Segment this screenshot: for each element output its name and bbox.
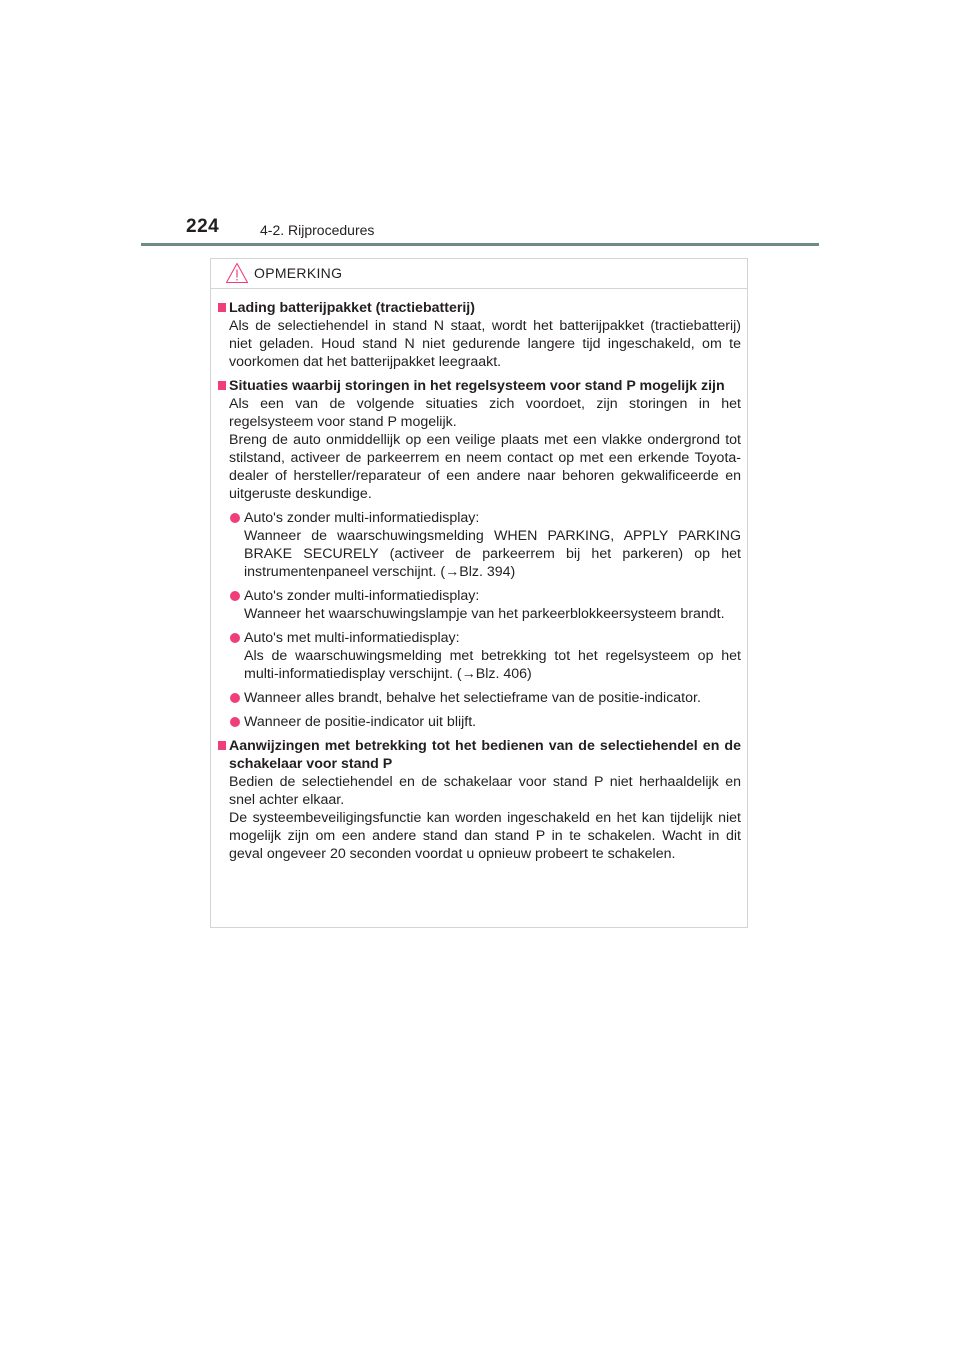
square-bullet-icon (218, 741, 226, 750)
list-item: Wanneer alles brandt, behalve het selectieframe van de positie-indicator. (218, 689, 741, 707)
notice-section-p-system (218, 377, 741, 731)
section-text: Als een van de volgende situaties zich voordoet, zijn storingen in het regelsysteem voor stand P mogelijk. (229, 396, 741, 430)
round-bullet-icon (230, 591, 240, 601)
warning-triangle-icon (225, 262, 249, 284)
round-bullet-icon (230, 717, 240, 727)
section-heading: Situaties waarbij storingen in het regelsysteem voor stand P mogelijk zijn (218, 377, 741, 395)
round-bullet-icon (230, 513, 240, 523)
round-bullet-icon (230, 693, 240, 703)
notice-header (211, 259, 747, 289)
section-text: Bedien de selectiehendel en de schakelaar voor stand P niet herhaaldelijk en snel achter elkaar. (229, 774, 741, 808)
list-item: Auto's met multi-informatiedisplay: Als de waarschuwingsmelding met betrekking tot het regelsysteem op het multi-informatiedisplay verschijnt. (→Blz. 406) (218, 629, 741, 683)
notice-section-operation (218, 737, 741, 863)
notice-content (218, 299, 741, 869)
section-heading: Lading batterijpakket (tractiebatterij) (218, 299, 741, 317)
square-bullet-icon (218, 381, 226, 390)
list-item: Wanneer de positie-indicator uit blijft. (218, 713, 741, 731)
square-bullet-icon (218, 303, 226, 312)
section-title: 4-2. Rijprocedures (260, 222, 375, 238)
section-text: Als de selectiehendel in stand N staat, wordt het batterijpakket (tractiebatterij) niet geladen. Houd stand N niet gedurende langere tijd ingeschakeld, om te voorkomen dat het batterijpakket leegraakt. (229, 318, 741, 370)
notice-section-battery (218, 299, 741, 371)
header-rule (141, 243, 819, 246)
notice-box (210, 258, 748, 928)
section-text: Breng de auto onmiddellijk op een veilige plaats met een vlakke ondergrond tot stilstand, activeer de parkeerrem en neem contact op met een erkende Toyota-dealer of hersteller/reparateur of een andere naar behoren gekwalificeerde en uitgeruste deskundige. (229, 432, 741, 502)
page-number: 224 (186, 216, 220, 237)
notice-label: OPMERKING (254, 265, 343, 281)
section-heading: Aanwijzingen met betrekking tot het bedienen van de selectiehendel en de schakelaar voor stand P (218, 737, 741, 773)
section-text: De systeembeveiligingsfunctie kan worden ingeschakeld en het kan tijdelijk niet mogelijk zijn om een andere stand dan stand P in te schakelen. Wacht in dit geval ongeveer 20 seconden voordat u opnieuw probeert te schakelen. (229, 810, 741, 862)
list-item: Auto's zonder multi-informatiedisplay: Wanneer het waarschuwingslampje van het parkeerblokkeersysteem brandt. (218, 587, 741, 623)
round-bullet-icon (230, 633, 240, 643)
list-item: Auto's zonder multi-informatiedisplay: Wanneer de waarschuwingsmelding WHEN PARKING, APPLY PARKING BRAKE SECURELY (activeer de parkeerrem bij het parkeren) op het instrumentenpaneel verschijnt. (→Blz. 394) (218, 509, 741, 581)
